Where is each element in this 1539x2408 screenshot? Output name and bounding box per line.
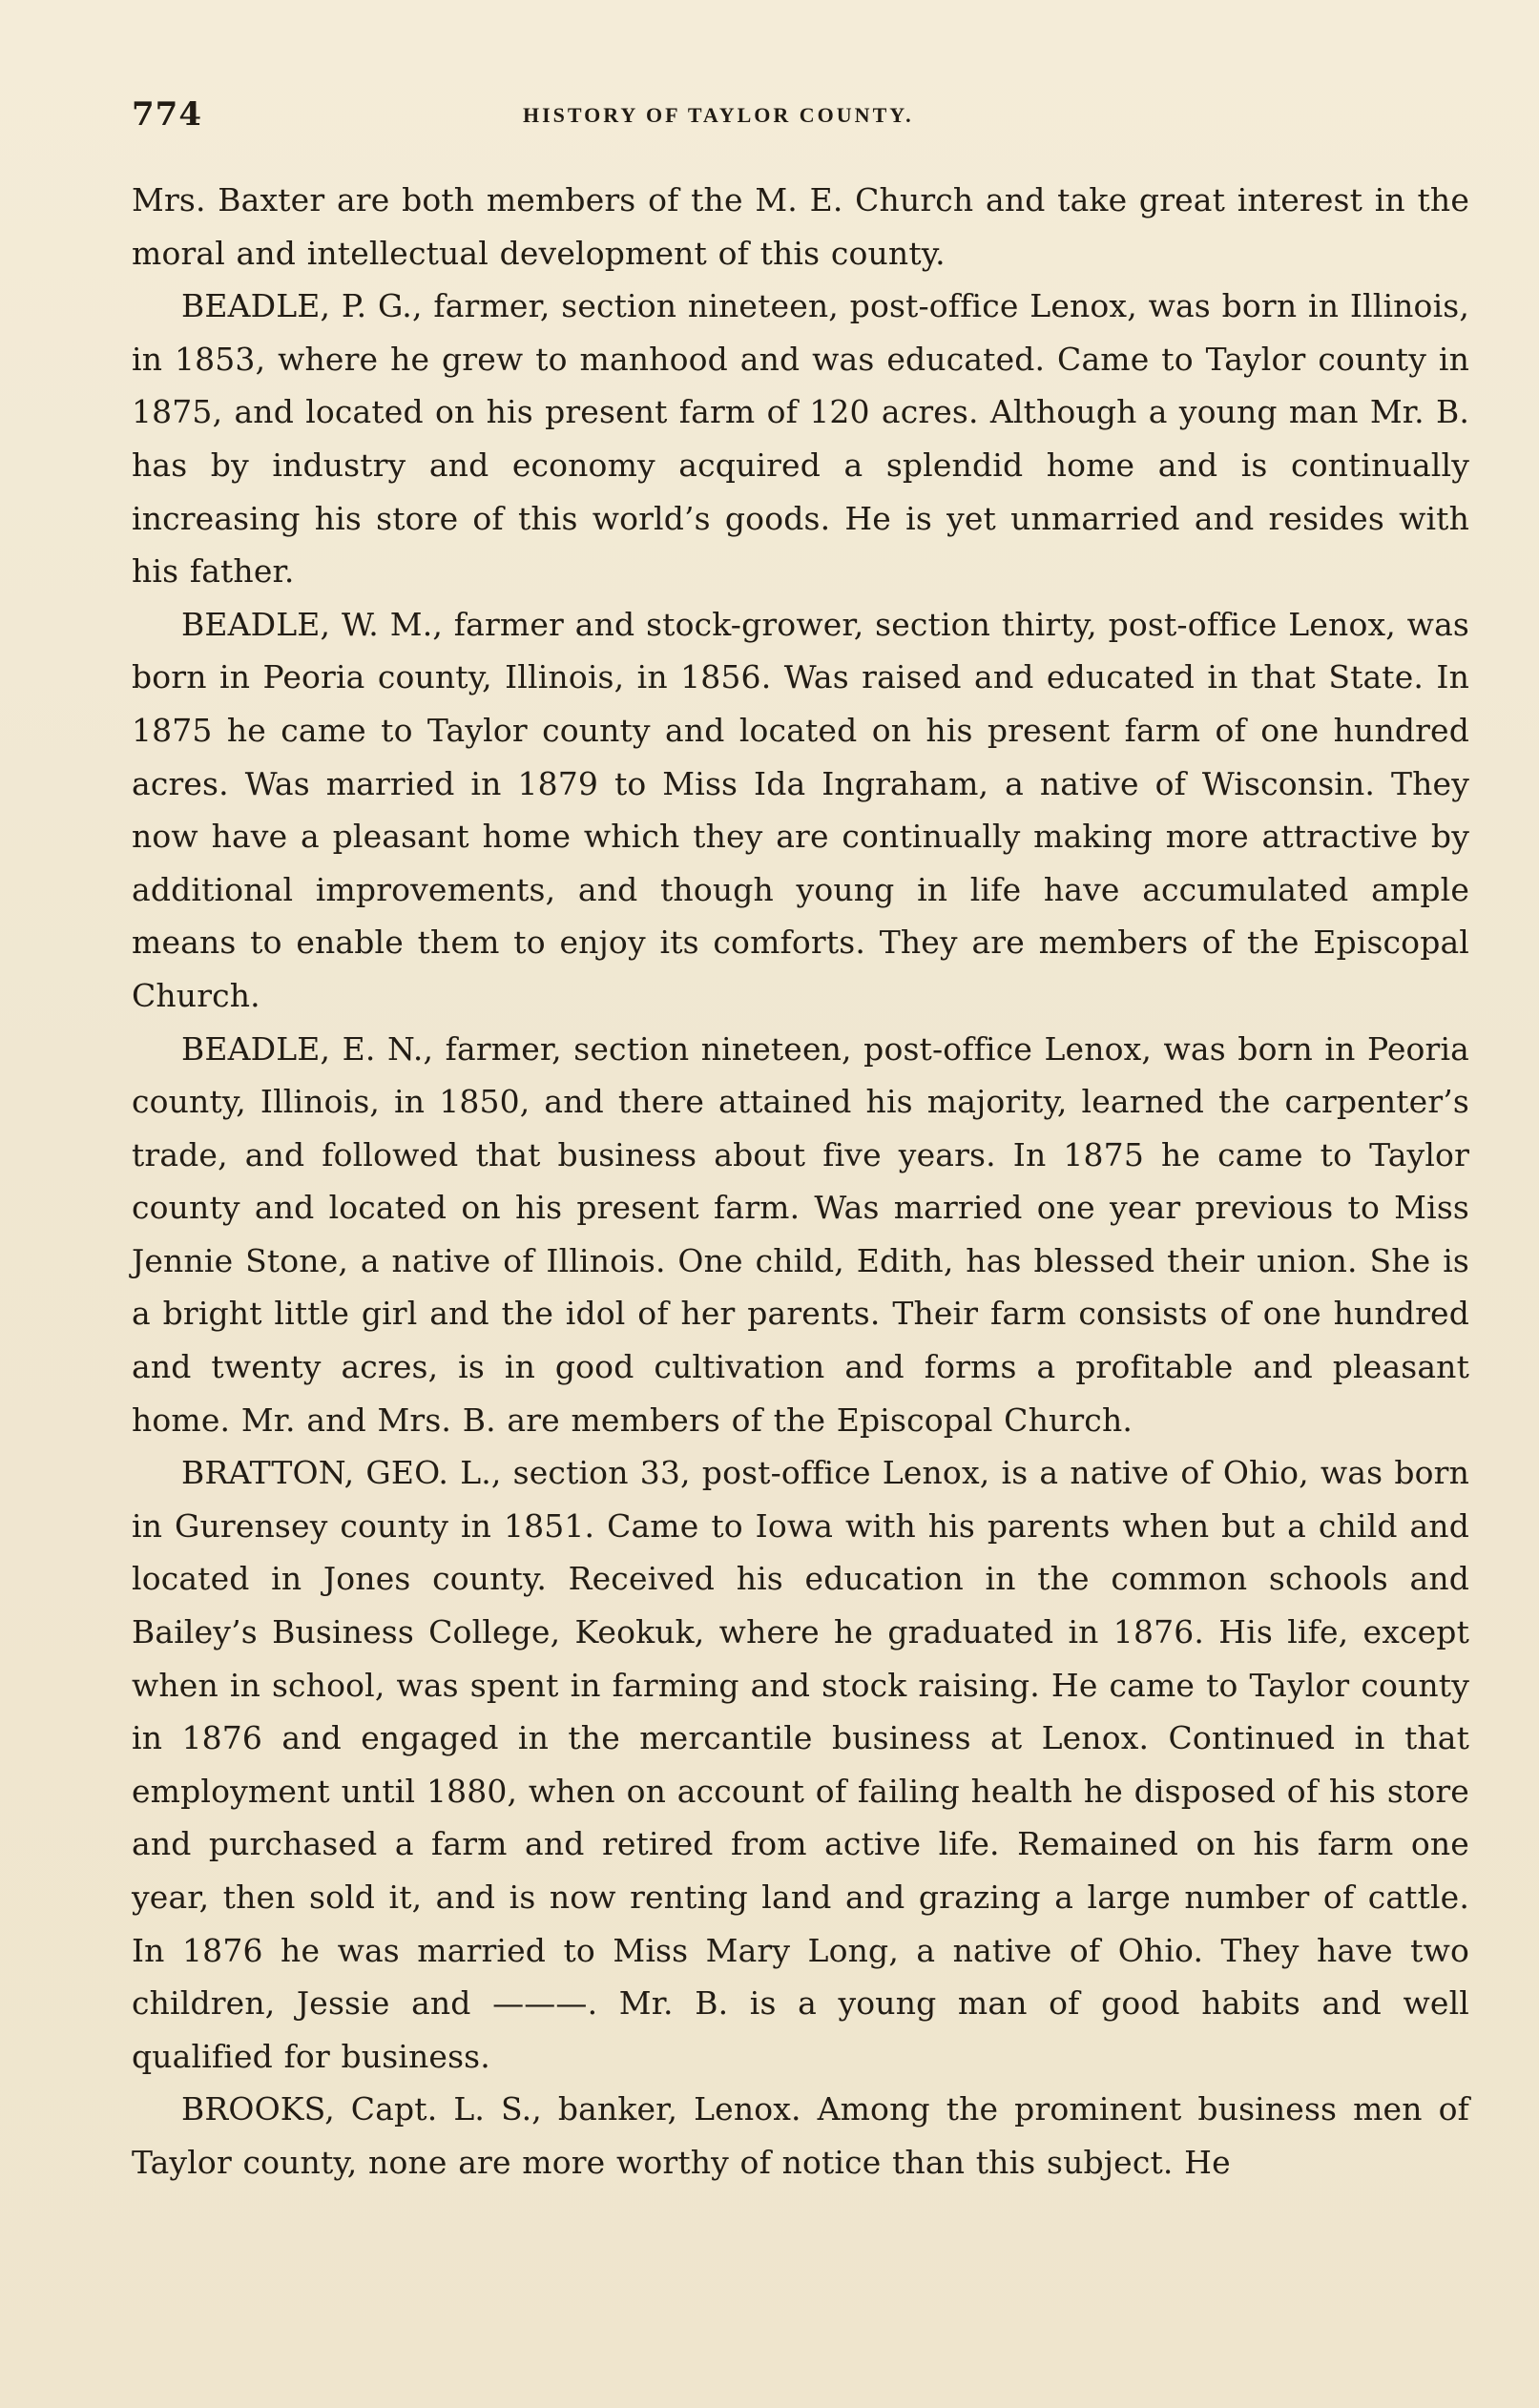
body-text: [132, 174, 1469, 2190]
paragraph-beadle-e-n: BEADLE, E. N., farmer, section nineteen, post-office Lenox, was born in Peoria county, Illinois, in 1850, and there attained his majority, learned the carpenter’s trade, and followed that business about five years. In 1875 he came to Taylor county and located on his present farm. Was married one year previous to Miss Jennie Stone, a native of Illinois. One child, Edith, has blessed their union. She is a bright little girl and the idol of her parents. Their farm consists of one hundred and twenty acres, is in good cultivation and forms a profitable and pleasant home. Mr. and Mrs. B. are members of the Episcopal Church.: [132, 1029, 1469, 1439]
page-header: [132, 95, 1467, 139]
page-number: 774: [132, 95, 202, 134]
paragraph-bratton-geo-l: BRATTON, GEO. L., section 33, post-office Lenox, is a native of Ohio, was born in Gurensey county in 1851. Came to Iowa with his parents when but a child and located in Jones county. Received his education in the common schools and Bailey’s Business College, Keokuk, where he graduated in 1876. His life, except when in school, was spent in farming and stock raising. He came to Taylor county in 1876 and engaged in the mercantile business at Lenox. Continued in that employment until 1880, when on account of failing health he disposed of his store and purchased a farm and retired from active life. Remained on his farm one year, then sold it, and is now renting land and grazing a large number of cattle. In 1876 he was married to Miss Mary Long, a native of Ohio. They have two children, Jessie and ———. Mr. B. is a young man of good habits and well qualified for business.: [132, 1454, 1469, 2075]
running-head: HISTORY OF TAYLOR COUNTY.: [523, 103, 914, 127]
paragraph-brooks-l-s: BROOKS, Capt. L. S., banker, Lenox. Among the prominent business men of Taylor county, none are more worthy of notice than this subject. He: [132, 2090, 1469, 2181]
paragraph-beadle-w-m: BEADLE, W. M., farmer and stock-grower, section thirty, post-office Lenox, was born in Peoria county, Illinois, in 1856. Was raised and educated in that State. In 1875 he came to Taylor county and located on his present farm of one hundred acres. Was married in 1879 to Miss Ida Ingraham, a native of Wisconsin. They now have a pleasant home which they are continually making more attractive by additional improvements, and though young in life have accumulated ample means to enable them to enjoy its comforts. They are members of the Episcopal Church.: [132, 605, 1469, 1014]
paragraph-beadle-p-g: BEADLE, P. G., farmer, section nineteen, post-office Lenox, was born in Illinois, in 1853, where he grew to manhood and was educated. Came to Taylor county in 1875, and located on his present farm of 120 acres. Although a young man Mr. B. has by industry and economy acquired a splendid home and is continually increasing his store of this world’s goods. He is yet unmarried and resides with his father.: [132, 287, 1469, 591]
paragraph-continued: Mrs. Baxter are both members of the M. E. Church and take great interest in the moral and intellectual development of this county.: [132, 181, 1469, 272]
